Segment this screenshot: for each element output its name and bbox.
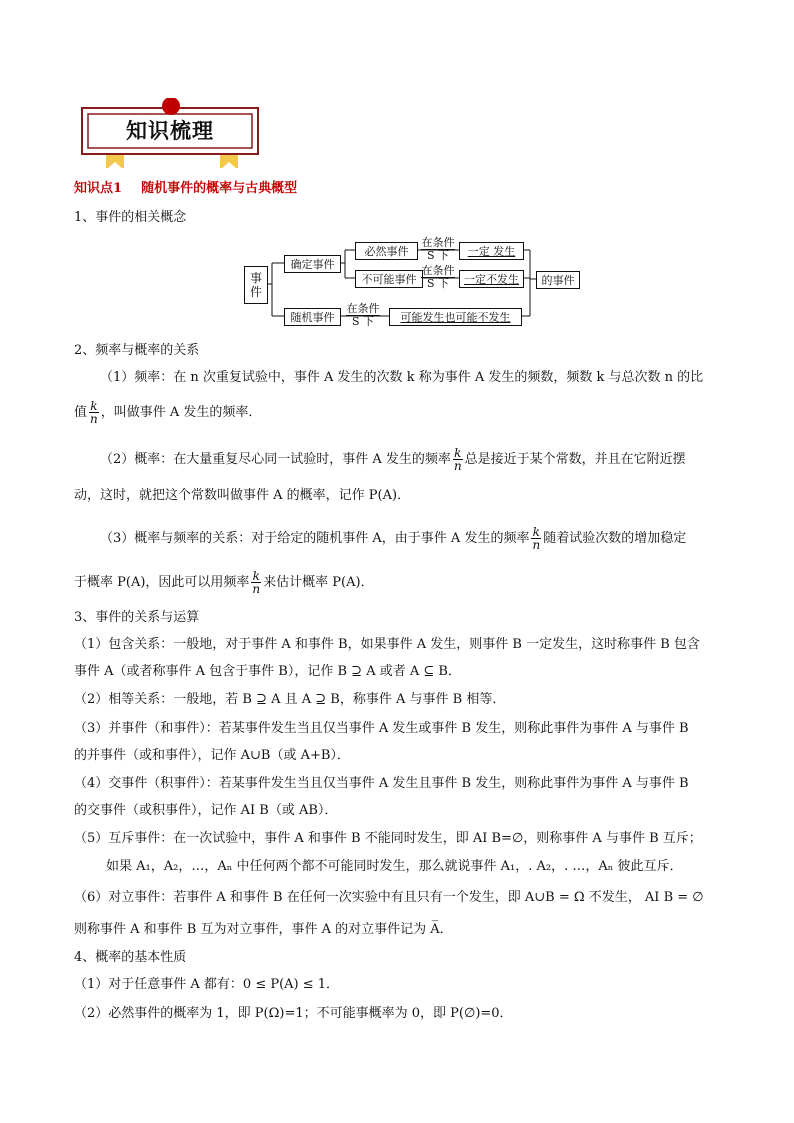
event-concept-diagram [0, 0, 794, 340]
node-maybe-label: 可能发生也可能不发生 [400, 311, 511, 324]
fraction-k-over-n [453, 447, 463, 472]
section-3-heading: 3、事件的关系与运算 [74, 610, 200, 625]
frac-den: n [90, 412, 98, 426]
freq-def-line-2 [74, 400, 261, 425]
node-maybe-happen [389, 308, 522, 326]
relation-pre: （3）概率与频率的关系：对于给定的随机事件 A，由于事件 A 发生的频率 [100, 531, 530, 546]
s4-line-1: （1）对于任意事件 A 都有：0 ≤ P(A) ≤ 1． [74, 977, 340, 992]
s3-line-2: 事件 A（或者称事件 A 包含于事件 B），记作 B ⊇ A 或者 A ⊆ B． [74, 664, 461, 679]
node-sure-label: 必然事件 [364, 245, 409, 258]
node-must-happen-label: 一定 发生 [467, 245, 516, 258]
banner-title: 知识梳理 [126, 119, 214, 143]
s3-line-1: （1）包含关系：一般地，对于事件 A 和事件 B，如果事件 A 发生，则事件 B 一定发生，这时称事件 B 包含 [74, 637, 700, 652]
node-must-not-happen [459, 270, 524, 288]
s3-line-4: （3）并事件（和事件）：若某事件发生当且仅当事件 A 发生或事件 B 发生，则称此事件为事件 A 与事件 B [74, 721, 689, 736]
s3-line-11: 则称事件 A 和事件 B 互为对立事件，事件 A 的对立事件记为 A̅． [74, 922, 453, 937]
section-4-heading: 4、概率的基本性质 [74, 950, 187, 965]
node-random-label: 随机事件 [290, 311, 335, 324]
node-random-event [284, 308, 341, 326]
node-must-not-label: 一定不发生 [464, 273, 519, 286]
condition-label-3 [346, 303, 380, 328]
section-2-heading: 2、频率与概率的关系 [74, 343, 200, 358]
node-certain-event [284, 255, 341, 273]
relation-post: 随着试验次数的增加稳定 [543, 531, 687, 546]
node-impossible-event [355, 270, 423, 288]
freq-def-post: ，叫做事件 A 发生的频率． [100, 405, 262, 420]
node-certain-label: 确定事件 [290, 258, 335, 271]
fraction-k-over-n [89, 400, 99, 425]
s3-line-5: 的并事件（或和事件），记作 A∪B（或 A+B）． [74, 748, 350, 763]
condition-top-1: 在条件 [421, 236, 455, 249]
s3-line-9: 如果 A₁，A₂，…，Aₙ 中任何两个都不可能同时发生，那么就说事件 A₁，. A₂，. …，Aₙ 彼此互斥． [106, 859, 683, 874]
condition-bottom-2: S 下 [426, 277, 450, 290]
condition-top-3: 在条件 [346, 302, 380, 315]
relation-line-2 [74, 570, 374, 595]
relation-line-1 [100, 526, 686, 551]
frac-den: n [532, 538, 541, 552]
node-must-happen [459, 242, 524, 260]
fraction-k-over-n [251, 570, 261, 595]
s4-line-2: （2）必然事件的概率为 1，即 P(Ω)=1；不可能事概率为 0，即 P(∅)=0． [74, 1006, 513, 1021]
fraction-k-over-n [531, 526, 541, 551]
condition-bottom-3: S 下 [351, 315, 375, 328]
frac-num: k [90, 399, 98, 413]
section-1-heading: 1、事件的相关概念 [74, 210, 187, 225]
frac-den: n [453, 459, 462, 473]
node-sure-event [355, 242, 418, 260]
kp-label: 知识点1 [74, 181, 123, 196]
condition-label-1 [421, 237, 455, 262]
node-event-label: 事 件 [249, 271, 262, 299]
frac-den: n [252, 582, 261, 596]
s3-line-8: （5）互斥事件：在一次试验中，事件 A 和事件 B 不能同时发生，即 AI B=∅，则称事件 A 与事件 B 互斥； [74, 831, 702, 846]
node-impossible-label: 不可能事件 [361, 273, 417, 286]
freq-def-pre: 值 [74, 405, 88, 420]
relation2-pre: 于概率 P(A)，因此可以用频率 [74, 575, 250, 590]
freq-def-line-1: （1）频率：在 n 次重复试验中，事件 A 发生的次数 k 称为事件 A 发生的频数，频数 k 与总次数 n 的比 [100, 370, 704, 385]
node-event [244, 266, 268, 304]
s3-line-10: （6）对立事件：若事件 A 和事件 B 在任何一次实验中有且只有一个发生，即 A∪B = Ω 不发生， AI B = ∅ [74, 890, 704, 905]
condition-label-2 [421, 265, 455, 290]
prob-def-line-1 [100, 447, 686, 472]
condition-bottom-1: S 下 [426, 249, 450, 262]
condition-top-2: 在条件 [421, 264, 455, 277]
prob-def-pre: （2）概率：在大量重复尽心同一试验时，事件 A 发生的频率 [100, 452, 451, 467]
s3-line-7: 的交事件（或积事件），记作 AI B（或 AB）． [74, 803, 338, 818]
diagram-lines [0, 0, 794, 340]
node-of-events-label: 的事件 [541, 274, 575, 287]
s3-line-3: （2）相等关系：一般地，若 B ⊇ A 且 A ⊇ B，称事件 A 与事件 B 相等． [74, 692, 506, 707]
kp-title: 随机事件的概率与古典概型 [141, 181, 298, 196]
node-of-events [536, 271, 580, 289]
prob-def-line-2: 动，这时，就把这个常数叫做事件 A 的概率，记作 P(A)． [74, 488, 411, 503]
frac-num: k [532, 525, 540, 539]
s3-line-6: （4）交事件（积事件）：若某事件发生当且仅当事件 A 发生且事件 B 发生，则称此事件为事件 A 与事件 B [74, 776, 689, 791]
frac-num: k [454, 446, 462, 460]
relation2-post: 来估计概率 P(A)． [263, 575, 374, 590]
frac-num: k [252, 569, 260, 583]
prob-def-post: 总是接近于某个常数，并且在它附近摆 [464, 452, 686, 467]
